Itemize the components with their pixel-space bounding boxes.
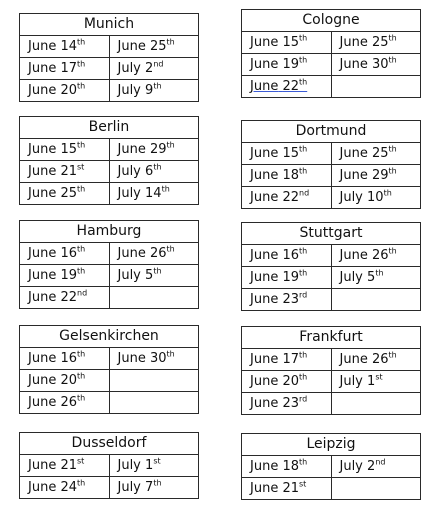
table-row — [20, 477, 199, 499]
date-cell — [242, 289, 332, 311]
date-day: 22 — [60, 290, 77, 305]
table-row — [20, 80, 199, 102]
date-ordinal-suffix: th — [77, 478, 86, 488]
table-header-row — [242, 223, 421, 245]
date-ordinal-suffix: th — [388, 246, 397, 256]
date-day: 26 — [149, 246, 167, 261]
date-day: 16 — [60, 246, 77, 261]
date-day: 24 — [60, 480, 77, 495]
date-cell — [109, 477, 199, 499]
date-day: 20 — [282, 374, 299, 389]
date-month: June — [339, 352, 368, 367]
city-name: Dortmund — [242, 121, 421, 143]
date-day: 23 — [282, 292, 299, 307]
date-ordinal-suffix: th — [299, 246, 308, 256]
date-cell — [20, 348, 110, 370]
date-cell — [109, 58, 199, 80]
city-name: Munich — [20, 14, 199, 36]
date-month: June — [28, 351, 57, 366]
date-month: June — [28, 246, 57, 261]
stuttgart-table — [241, 222, 421, 311]
date-ordinal-suffix: th — [77, 266, 86, 276]
date-cell — [242, 165, 332, 187]
date-ordinal-suffix: th — [299, 166, 308, 176]
date-month: July — [117, 164, 141, 179]
date-day: 25 — [60, 186, 77, 201]
date-cell — [331, 371, 421, 393]
date-day: 25 — [371, 146, 389, 161]
date-ordinal-suffix: th — [166, 140, 175, 150]
frankfurt-table — [241, 326, 421, 415]
table-row — [20, 161, 199, 183]
date-day: 16 — [282, 248, 299, 263]
table-row — [242, 393, 421, 415]
empty-cell — [109, 287, 199, 309]
date-month: June — [28, 61, 57, 76]
date-ordinal-suffix: th — [161, 184, 170, 194]
date-cell — [242, 187, 332, 209]
date-day: 10 — [367, 190, 384, 205]
date-cell — [242, 32, 332, 54]
date-month: July — [117, 186, 141, 201]
table-row — [242, 371, 421, 393]
date-month: June — [250, 396, 279, 411]
date-ordinal-suffix: th — [299, 33, 308, 43]
empty-cell — [331, 478, 421, 500]
date-cell — [20, 80, 110, 102]
table-row — [20, 265, 199, 287]
date-ordinal-suffix: th — [375, 268, 384, 278]
date-day: 15 — [282, 146, 299, 161]
date-month: July — [117, 268, 141, 283]
date-month: June — [250, 248, 279, 263]
date-day: 16 — [60, 351, 77, 366]
date-ordinal-suffix: th — [77, 140, 86, 150]
date-ordinal-suffix: th — [299, 77, 308, 87]
date-day: 18 — [282, 459, 299, 474]
city-name: Berlin — [20, 117, 199, 139]
date-day: 30 — [149, 351, 167, 366]
table-row — [20, 370, 199, 392]
cologne-table — [241, 9, 421, 98]
date-cell — [242, 393, 332, 415]
date-day: 30 — [371, 57, 389, 72]
table-row — [20, 455, 199, 477]
city-name: Stuttgart — [242, 223, 421, 245]
table-header-row — [242, 327, 421, 349]
date-ordinal-suffix: th — [77, 349, 86, 359]
date-cell — [331, 245, 421, 267]
date-ordinal-suffix: th — [153, 81, 162, 91]
table-row — [242, 289, 421, 311]
gelsenkirchen-table — [19, 325, 199, 414]
date-month: June — [117, 39, 146, 54]
date-cell — [109, 80, 199, 102]
date-day: 21 — [60, 164, 77, 179]
date-day: 19 — [60, 268, 77, 283]
city-name: Gelsenkirchen — [20, 326, 199, 348]
date-cell — [20, 243, 110, 265]
date-cell — [242, 371, 332, 393]
empty-cell — [109, 392, 199, 414]
table-header-row — [20, 117, 199, 139]
date-cell — [242, 456, 332, 478]
date-ordinal-suffix: th — [77, 244, 86, 254]
table-header-row — [242, 10, 421, 32]
date-cell — [20, 161, 110, 183]
date-month: July — [339, 459, 363, 474]
date-cell — [331, 54, 421, 76]
date-cell — [331, 267, 421, 289]
date-month: June — [250, 190, 279, 205]
table-row — [242, 187, 421, 209]
date-month: June — [250, 374, 279, 389]
date-day: 2 — [367, 459, 376, 474]
empty-cell — [109, 370, 199, 392]
table-row — [242, 245, 421, 267]
date-ordinal-suffix: th — [77, 393, 86, 403]
date-ordinal-suffix: th — [388, 55, 397, 65]
date-month: June — [339, 35, 368, 50]
date-cell — [109, 161, 199, 183]
table-row — [20, 139, 199, 161]
date-day: 17 — [60, 61, 77, 76]
date-ordinal-suffix: th — [77, 184, 86, 194]
date-ordinal-suffix: rd — [299, 290, 308, 300]
date-day: 22 — [282, 79, 299, 94]
date-ordinal-suffix: th — [388, 350, 397, 360]
date-cell — [109, 139, 199, 161]
date-cell — [242, 267, 332, 289]
date-day: 26 — [371, 248, 389, 263]
city-name: Dusseldorf — [20, 433, 199, 455]
date-day: 26 — [60, 395, 77, 410]
date-month: June — [339, 146, 368, 161]
date-cell — [109, 36, 199, 58]
date-cell — [20, 183, 110, 205]
table-row — [20, 287, 199, 309]
date-month: June — [250, 168, 279, 183]
date-cell — [20, 477, 110, 499]
date-day: 21 — [282, 481, 299, 496]
date-month: June — [339, 248, 368, 263]
table-row — [242, 54, 421, 76]
date-month: June — [28, 186, 57, 201]
date-day: 23 — [282, 396, 299, 411]
date-cell — [331, 349, 421, 371]
date-month: June — [250, 352, 279, 367]
date-ordinal-suffix: th — [77, 371, 86, 381]
date-ordinal-suffix: st — [77, 456, 85, 466]
date-month: June — [250, 35, 279, 50]
date-cell — [331, 165, 421, 187]
date-day: 17 — [282, 352, 299, 367]
date-cell — [242, 143, 332, 165]
city-name: Cologne — [242, 10, 421, 32]
date-month: June — [117, 246, 146, 261]
date-month: June — [339, 168, 368, 183]
table-row — [242, 349, 421, 371]
date-day: 1 — [367, 374, 376, 389]
date-ordinal-suffix: th — [166, 349, 175, 359]
date-month: July — [339, 374, 363, 389]
date-cell — [20, 455, 110, 477]
date-month: June — [28, 480, 57, 495]
date-cell — [242, 478, 332, 500]
date-ordinal-suffix: nd — [375, 457, 386, 467]
date-ordinal-suffix: th — [383, 188, 392, 198]
date-day: 6 — [145, 164, 154, 179]
date-cell — [20, 139, 110, 161]
date-ordinal-suffix: th — [166, 244, 175, 254]
date-day: 29 — [149, 142, 167, 157]
date-ordinal-suffix: th — [388, 144, 397, 154]
date-month: June — [28, 142, 57, 157]
empty-cell — [331, 393, 421, 415]
date-ordinal-suffix: th — [153, 478, 162, 488]
city-name: Leipzig — [242, 434, 421, 456]
date-month: June — [28, 164, 57, 179]
date-ordinal-suffix: st — [299, 479, 307, 489]
date-month: July — [339, 270, 363, 285]
city-name: Hamburg — [20, 221, 199, 243]
date-cell — [109, 348, 199, 370]
date-ordinal-suffix: nd — [299, 188, 310, 198]
date-ordinal-suffix: th — [299, 144, 308, 154]
date-month: June — [28, 268, 57, 283]
table-row — [242, 32, 421, 54]
date-month: July — [117, 458, 141, 473]
date-day: 14 — [145, 186, 162, 201]
berlin-table — [19, 116, 199, 205]
date-cell — [20, 58, 110, 80]
date-day: 29 — [371, 168, 389, 183]
date-cell — [242, 54, 332, 76]
date-ordinal-suffix: th — [153, 162, 162, 172]
date-month: June — [28, 373, 57, 388]
date-month: June — [250, 79, 279, 94]
date-day: 5 — [145, 268, 154, 283]
date-day: 19 — [282, 57, 299, 72]
date-ordinal-suffix: nd — [77, 288, 88, 298]
table-row — [20, 183, 199, 205]
date-day: 14 — [60, 39, 77, 54]
date-cell — [109, 265, 199, 287]
table-header-row — [20, 326, 199, 348]
date-cell — [20, 370, 110, 392]
date-cell — [331, 187, 421, 209]
date-cell — [242, 245, 332, 267]
date-ordinal-suffix: th — [77, 81, 86, 91]
table-row — [242, 478, 421, 500]
city-name: Frankfurt — [242, 327, 421, 349]
date-month: July — [117, 83, 141, 98]
date-cell — [20, 392, 110, 414]
date-day: 18 — [282, 168, 299, 183]
date-ordinal-suffix: th — [166, 37, 175, 47]
date-month: June — [28, 458, 57, 473]
dortmund-table — [241, 120, 421, 209]
table-header-row — [242, 121, 421, 143]
date-day: 5 — [367, 270, 376, 285]
date-cell — [109, 455, 199, 477]
date-cell — [331, 456, 421, 478]
date-ordinal-suffix: th — [388, 33, 397, 43]
date-ordinal-suffix: th — [299, 350, 308, 360]
date-month: July — [117, 480, 141, 495]
date-day: 21 — [60, 458, 77, 473]
date-day: 9 — [145, 83, 154, 98]
date-day: 20 — [60, 83, 77, 98]
table-header-row — [242, 434, 421, 456]
date-day: 2 — [145, 61, 154, 76]
date-month: June — [28, 395, 57, 410]
date-cell — [242, 349, 332, 371]
leipzig-table — [241, 433, 421, 500]
table-row — [242, 456, 421, 478]
date-ordinal-suffix: nd — [153, 59, 164, 69]
table-row — [242, 143, 421, 165]
date-ordinal-suffix: th — [299, 268, 308, 278]
date-month: July — [339, 190, 363, 205]
date-month: June — [250, 292, 279, 307]
date-ordinal-suffix: th — [299, 457, 308, 467]
date-month: June — [28, 83, 57, 98]
date-month: June — [250, 270, 279, 285]
date-ordinal-suffix: st — [77, 162, 85, 172]
date-cell — [20, 36, 110, 58]
date-ordinal-suffix: th — [77, 59, 86, 69]
date-day: 25 — [371, 35, 389, 50]
table-header-row — [20, 221, 199, 243]
date-ordinal-suffix: th — [388, 166, 397, 176]
date-ordinal-suffix: th — [299, 55, 308, 65]
date-month: June — [250, 57, 279, 72]
date-day: 20 — [60, 373, 77, 388]
date-day: 1 — [145, 458, 154, 473]
date-ordinal-suffix: th — [77, 37, 86, 47]
date-cell — [331, 32, 421, 54]
date-month: June — [250, 481, 279, 496]
date-cell — [109, 183, 199, 205]
date-ordinal-suffix: rd — [299, 394, 308, 404]
date-cell — [242, 76, 332, 98]
table-header-row — [20, 14, 199, 36]
date-ordinal-suffix: st — [375, 372, 383, 382]
table-row — [242, 267, 421, 289]
date-ordinal-suffix: th — [299, 372, 308, 382]
date-ordinal-suffix: th — [153, 266, 162, 276]
table-header-row — [20, 433, 199, 455]
date-month: June — [250, 459, 279, 474]
date-day: 22 — [282, 190, 299, 205]
date-month: June — [28, 39, 57, 54]
date-day: 15 — [60, 142, 77, 157]
hamburg-table — [19, 220, 199, 309]
date-cell — [20, 265, 110, 287]
date-month: June — [117, 142, 146, 157]
dusseldorf-table — [19, 432, 199, 499]
empty-cell — [331, 76, 421, 98]
date-day: 25 — [149, 39, 167, 54]
table-row — [242, 165, 421, 187]
date-day: 26 — [371, 352, 389, 367]
date-month: June — [339, 57, 368, 72]
table-row — [20, 243, 199, 265]
date-month: June — [250, 146, 279, 161]
table-row — [20, 58, 199, 80]
table-row — [20, 36, 199, 58]
table-row — [242, 76, 421, 98]
table-row — [20, 348, 199, 370]
date-month: July — [117, 61, 141, 76]
date-month: June — [117, 351, 146, 366]
empty-cell — [331, 289, 421, 311]
date-cell — [331, 143, 421, 165]
date-day: 7 — [145, 480, 154, 495]
date-cell — [20, 287, 110, 309]
date-month: June — [28, 290, 57, 305]
date-day: 19 — [282, 270, 299, 285]
date-cell — [109, 243, 199, 265]
date-day: 15 — [282, 35, 299, 50]
date-ordinal-suffix: st — [153, 456, 161, 466]
table-row — [20, 392, 199, 414]
munich-table — [19, 13, 199, 102]
